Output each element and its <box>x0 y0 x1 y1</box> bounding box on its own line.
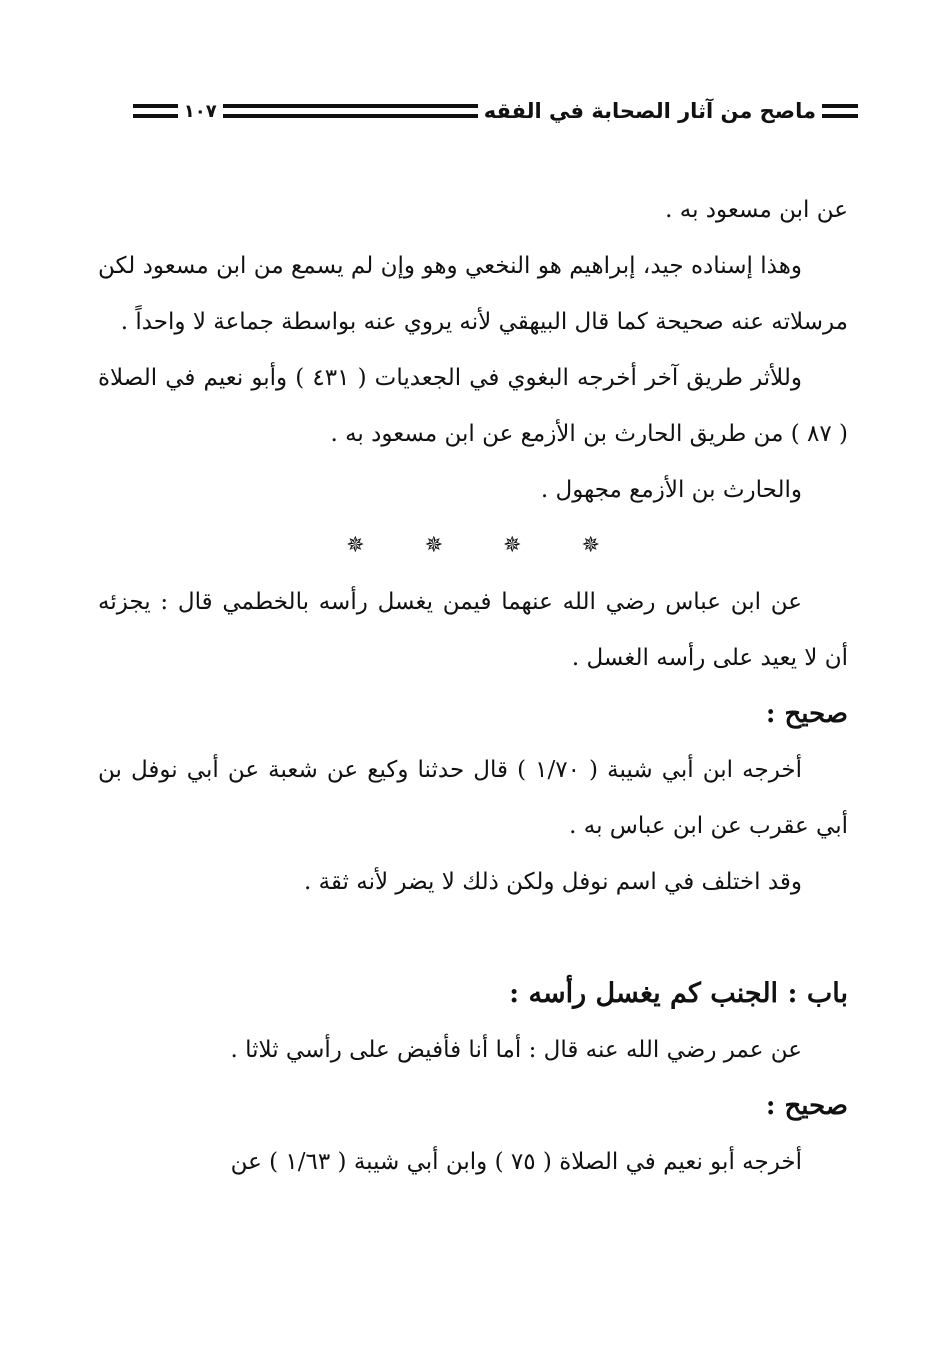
header-rule <box>133 104 178 118</box>
chapter-heading: باب : الجنب كم يغسل رأسه : <box>509 978 848 1009</box>
star-ornament-icon: ✵ <box>503 533 522 558</box>
paragraph: وقد اختلف في اسم نوفل ولكن ذلك لا يضر لأنه ثقة . <box>303 869 802 895</box>
paragraph: عن عمر رضي الله عنه قال : أما أنا فأفيض على رأسي ثلاثا . <box>230 1037 802 1063</box>
paragraph: عن ابن مسعود به . <box>665 197 848 223</box>
spacer <box>98 910 848 966</box>
header-rule <box>822 104 858 118</box>
paragraph: أخرجه أبو نعيم في الصلاة ( ٧٥ ) وابن أبي شيبة ( ١/٦٣ ) عن <box>230 1149 802 1175</box>
book-title: ماصح من آثار الصحابة في الفقه <box>483 99 816 123</box>
paragraph: وهذا إسناده جيد، إبراهيم هو النخعي وهو وإن لم يسمع من ابن مسعود لكن مرسلاته عنه صحيحة كما قال البيهقي لأنه يروي عنه بواسطة جماعة لا واحداً . <box>98 253 848 335</box>
running-header <box>88 96 858 126</box>
section-separator <box>98 518 848 574</box>
paragraph: والحارث بن الأزمع مجهول . <box>540 477 802 503</box>
page-body <box>98 182 848 1190</box>
star-ornament-icon: ✵ <box>346 533 365 558</box>
header-rule <box>223 104 478 118</box>
paragraph: عن ابن عباس رضي الله عنهما فيمن يغسل رأسه بالخطمي قال : يجزئه أن لا يعيد على رأسه الغسل . <box>98 589 848 671</box>
page-number: ١٠٧ <box>183 100 217 122</box>
paragraph: أخرجه ابن أبي شيبة ( ١/٧٠ ) قال حدثنا وكيع عن شعبة عن أبي نوفل بن أبي عقرب عن ابن عباس به . <box>98 757 848 839</box>
grade-label: صحيح : <box>765 1091 848 1121</box>
star-ornament-icon: ✵ <box>424 533 443 558</box>
star-ornament-icon: ✵ <box>581 533 600 558</box>
grade-label: صحيح : <box>765 699 848 729</box>
paragraph: وللأثر طريق آخر أخرجه البغوي في الجعديات ( ٤٣١ ) وأبو نعيم في الصلاة ( ٨٧ ) من طريق الحارث بن الأزمع عن ابن مسعود به . <box>98 365 848 447</box>
